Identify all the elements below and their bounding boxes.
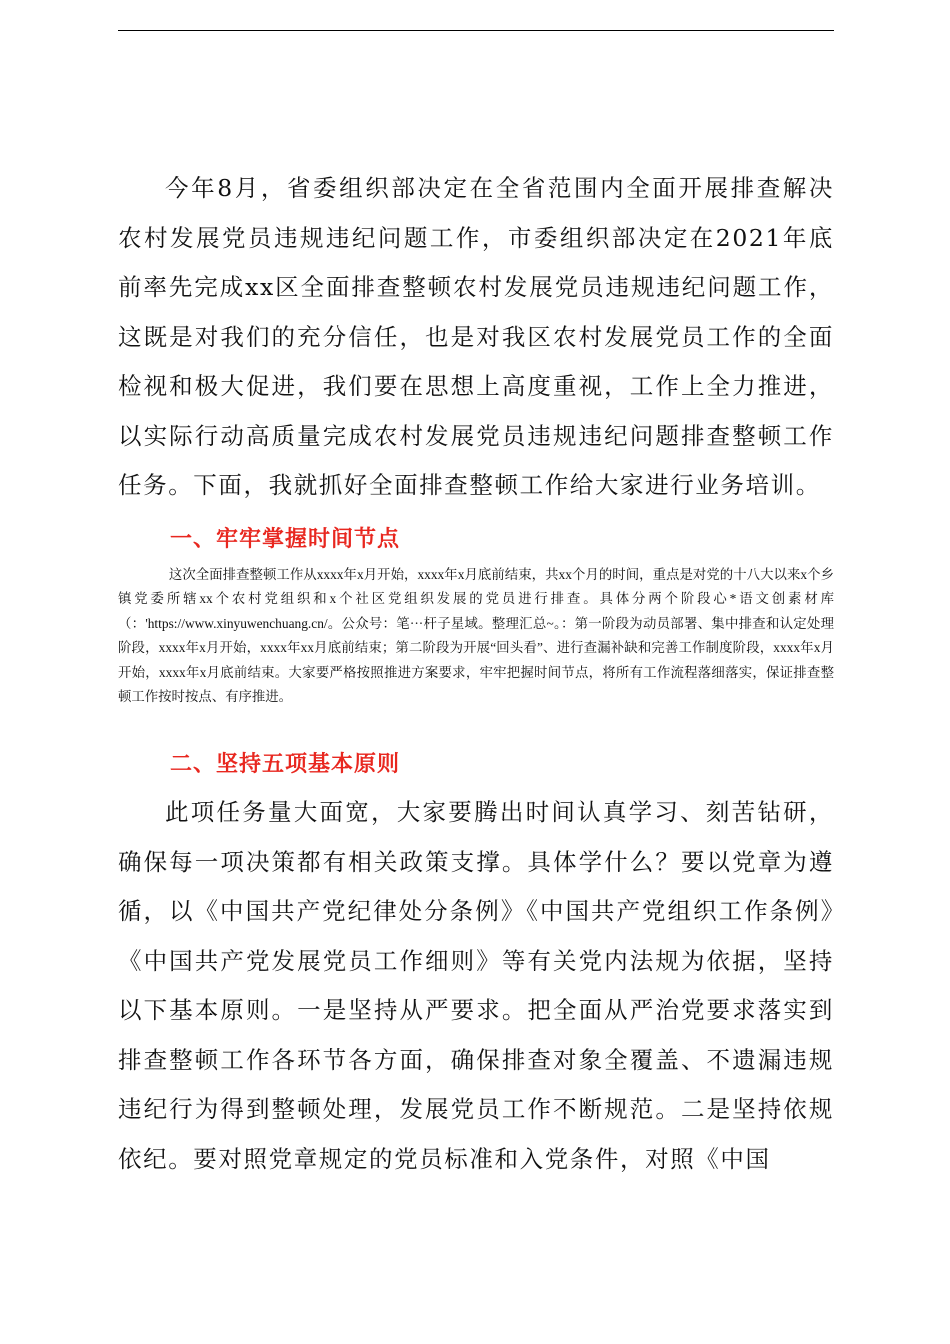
section-heading-time-nodes: 一、牢牢掌握时间节点 (170, 527, 401, 552)
section-heading-principles: 二、坚持五项基本原则 (170, 752, 401, 777)
header-rule (118, 30, 834, 31)
principles-paragraph: 此项任务量大面宽，大家要腾出时间认真学习、刻苦钻研，确保每一项决策都有相关政策支撑。具体学什么？要以党章为遵循，以《中国共产党纪律处分条例》《中国共产党组织工作条例》《中国共产党发展党员工作细则》等有关党内法规为依据，坚持以下基本原则。一是坚持从严要求。把全面从严治党要求落实到排查整顿工作各环节各方面，确保排查对象全覆盖、不遗漏违规违纪行为得到整顿处理，发展党员工作不断规范。二是坚持依规依纪。要对照党章规定的党员标准和入党条件，对照《中国 (118, 798, 834, 1173)
time-nodes-paragraph: 这次全面排查整顿工作从xxxx年x月开始，xxxx年x月底前结束，共xx个月的时间，重点是对党的十八大以来x个乡镇党委所辖xx个农村党组织和x个社区党组织发展的党员进行排查。具体分两个阶段心*语文创素材库（：'https://www.xinyuwenchuang.cn/。公众号：笔···杆子星域。整理汇总~。：第一阶段为动员部署、集中排查和认定处理阶段，xxxx年x月开始，xxxx年xx月底前结束；第二阶段为开展“回头看”、进行查漏补缺和完善工作制度阶段，xxxx年x月开始，xxxx年x月底前结束。大家要严格按照推进方案要求，牢牢把握时间节点，将所有工作流程落细落实，保证排查整顿工作按时按点、有序推进。 (118, 567, 834, 705)
intro-paragraph: 今年8月，省委组织部决定在全省范围内全面开展排查解决农村发展党员违规违纪问题工作，市委组织部决定在2021年底前率先完成xx区全面排查整顿农村发展党员违规违纪问题工作，这既是对我们的充分信任，也是对我区农村发展党员工作的全面检视和极大促进，我们要在思想上高度重视，工作上全力推进，以实际行动高质量完成农村发展党员违规违纪问题排查整顿工作任务。下面，我就抓好全面排查整顿工作给大家进行业务培训。 (118, 174, 834, 499)
